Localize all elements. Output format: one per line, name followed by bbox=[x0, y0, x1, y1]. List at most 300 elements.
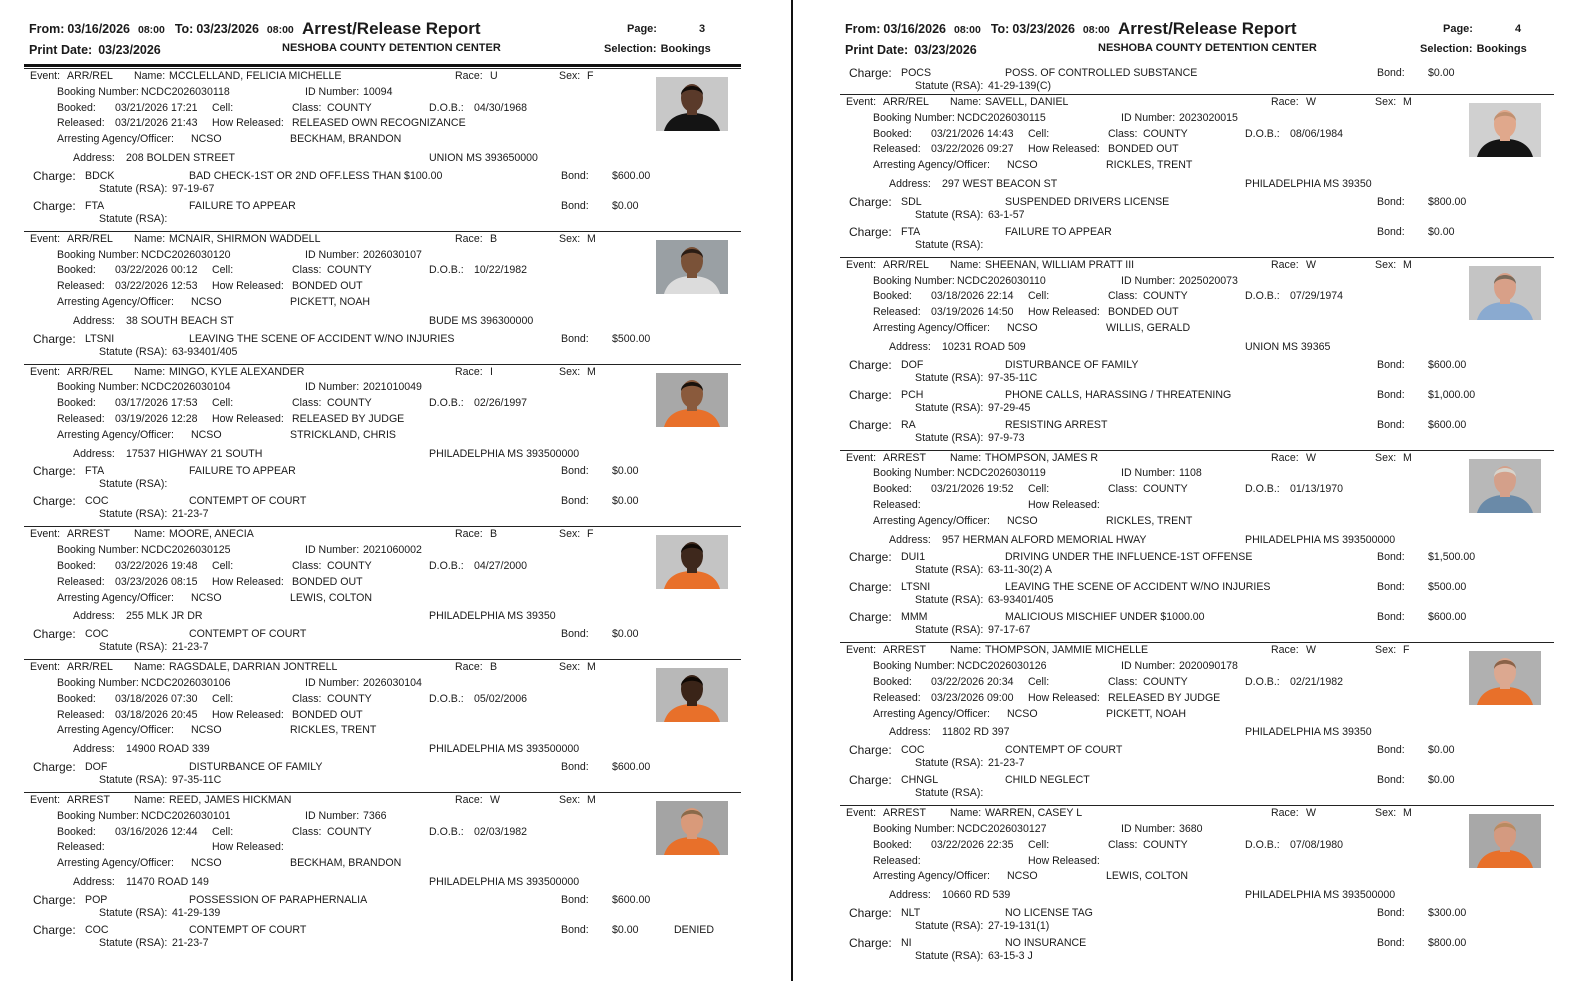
bond-label: Bond: bbox=[561, 332, 589, 345]
from-date: 03/16/2026 bbox=[883, 22, 946, 36]
bond-amount: $500.00 bbox=[612, 332, 651, 345]
event-type: ARREST bbox=[67, 793, 110, 806]
booking-number-label: Booking Number: bbox=[873, 822, 955, 835]
bond-amount: $0.00 bbox=[1428, 744, 1455, 757]
event-label: Event: bbox=[846, 451, 877, 464]
bond-amount: $500.00 bbox=[1428, 581, 1467, 594]
city-value: BUDE MS 396300000 bbox=[429, 314, 534, 327]
name-label: Name: bbox=[134, 661, 166, 674]
charge-label: Charge: bbox=[849, 194, 892, 209]
bond-label: Bond: bbox=[561, 495, 589, 508]
charge-row bbox=[24, 492, 741, 508]
report-title: Arrest/Release Report bbox=[1118, 19, 1297, 38]
address-label: Address: bbox=[889, 533, 931, 546]
name-label: Name: bbox=[950, 807, 982, 820]
booking-entry bbox=[24, 68, 741, 231]
race-label: Race: bbox=[1271, 644, 1299, 657]
race-label: Race: bbox=[1271, 807, 1299, 820]
statute-value: 63-1-57 bbox=[988, 208, 1025, 221]
bond-label: Bond: bbox=[1377, 774, 1405, 787]
city-value: PHILADELPHIA MS 393500000 bbox=[429, 743, 580, 756]
officer-name: RICKLES, TRENT bbox=[1106, 159, 1193, 172]
charge-label: Charge: bbox=[33, 627, 76, 642]
event-row bbox=[24, 232, 741, 248]
statute-label: Statute (RSA): bbox=[915, 431, 984, 444]
agency-value: NCSO bbox=[191, 591, 222, 604]
booked-label: Booked: bbox=[873, 290, 912, 303]
charge-description: DRIVING UNDER THE INFLUENCE-1ST OFFENSE bbox=[1005, 551, 1253, 564]
address-row bbox=[24, 447, 741, 463]
dob-label: D.O.B.: bbox=[1245, 838, 1280, 851]
agency-row bbox=[840, 707, 1554, 723]
cell-label: Cell: bbox=[212, 264, 234, 277]
charge-description: CONTEMPT OF COURT bbox=[189, 628, 307, 641]
sex-value: M bbox=[587, 232, 596, 245]
class-value: COUNTY bbox=[327, 825, 372, 838]
charge-code: BDCK bbox=[85, 169, 115, 182]
charge-label: Charge: bbox=[849, 610, 892, 625]
how-released-label: How Released: bbox=[212, 841, 284, 854]
booking-row bbox=[840, 466, 1554, 482]
charge-description: RESISTING ARREST bbox=[1005, 418, 1108, 431]
address-label: Address: bbox=[73, 151, 115, 164]
address-value: 10660 RD 539 bbox=[942, 889, 1011, 902]
event-type: ARR/REL bbox=[67, 661, 113, 674]
charge-description: LEAVING THE SCENE OF ACCIDENT W/NO INJURIES bbox=[1005, 581, 1271, 594]
released-datetime: 03/19/2026 12:28 bbox=[115, 412, 198, 425]
booking-number: NCDC2026030110 bbox=[957, 274, 1046, 287]
to-time: 08:00 bbox=[1082, 24, 1110, 36]
charge-row bbox=[840, 771, 1554, 787]
booked-row bbox=[840, 838, 1554, 854]
address-label: Address: bbox=[889, 177, 931, 190]
booked-row bbox=[24, 396, 741, 412]
charge-row bbox=[840, 548, 1554, 564]
statute-value: 97-35-11C bbox=[988, 371, 1038, 384]
sex-value: M bbox=[1403, 451, 1412, 464]
how-released-value: BONDED OUT bbox=[1108, 306, 1179, 319]
event-label: Event: bbox=[846, 807, 877, 820]
class-value: COUNTY bbox=[327, 692, 372, 705]
officer-name: LEWIS, COLTON bbox=[1106, 870, 1189, 883]
address-label: Address: bbox=[73, 314, 115, 327]
released-label: Released: bbox=[57, 841, 105, 854]
statute-value: 21-23-7 bbox=[172, 508, 209, 521]
dob-value: 01/13/1970 bbox=[1290, 483, 1344, 496]
id-number-label: ID Number: bbox=[1121, 467, 1176, 480]
charge-code: DOF bbox=[901, 358, 924, 371]
charge-label: Charge: bbox=[33, 922, 76, 937]
booking-entry bbox=[24, 792, 741, 955]
charge-code: FTA bbox=[85, 199, 105, 212]
address-row bbox=[840, 725, 1554, 741]
event-row bbox=[840, 643, 1554, 659]
event-type: ARR/REL bbox=[883, 258, 929, 271]
entry-bottom-gap bbox=[24, 951, 741, 955]
statute-row bbox=[24, 641, 741, 655]
from-label: From: bbox=[29, 22, 65, 36]
race-label: Race: bbox=[455, 365, 483, 378]
sex-label: Sex: bbox=[559, 232, 581, 245]
booking-entry bbox=[840, 257, 1554, 450]
agency-row bbox=[24, 591, 741, 607]
agency-label: Arresting Agency/Officer: bbox=[57, 724, 174, 737]
statute-value: 63-11-30(2) A bbox=[988, 564, 1052, 577]
facility-name: NESHOBA COUNTY DETENTION CENTER bbox=[282, 42, 501, 54]
from-date: 03/16/2026 bbox=[67, 22, 130, 36]
bond-amount: $600.00 bbox=[1428, 418, 1467, 431]
charge-description: FAILURE TO APPEAR bbox=[189, 199, 296, 212]
booking-number: NCDC2026030118 bbox=[141, 85, 230, 98]
booked-row bbox=[24, 825, 741, 841]
address-row bbox=[24, 742, 741, 758]
class-label: Class: bbox=[1108, 290, 1138, 303]
name-label: Name: bbox=[950, 644, 982, 657]
charge-code: LTSNI bbox=[85, 332, 115, 345]
race-value: U bbox=[490, 70, 498, 82]
race-value: B bbox=[490, 661, 498, 674]
cell-label: Cell: bbox=[1028, 127, 1050, 140]
id-number-label: ID Number: bbox=[1121, 660, 1176, 673]
sex-label: Sex: bbox=[1375, 807, 1397, 820]
class-value: COUNTY bbox=[327, 264, 372, 277]
bond-amount: $600.00 bbox=[612, 893, 651, 906]
sex-label: Sex: bbox=[1375, 451, 1397, 464]
booking-number: NCDC2026030106 bbox=[141, 676, 231, 689]
print-date-line bbox=[845, 43, 977, 57]
bond-label: Bond: bbox=[1377, 195, 1405, 208]
how-released-label: How Released: bbox=[1028, 143, 1100, 156]
officer-name: PICKETT, NOAH bbox=[1106, 707, 1187, 720]
booking-number: NCDC2026030126 bbox=[957, 660, 1047, 673]
dob-label: D.O.B.: bbox=[429, 101, 464, 114]
statute-row bbox=[840, 787, 1554, 801]
booking-number: NCDC2026030119 bbox=[957, 467, 1046, 480]
id-number-label: ID Number: bbox=[305, 381, 360, 394]
how-released-label: How Released: bbox=[212, 280, 284, 293]
event-row bbox=[840, 806, 1554, 822]
booked-row bbox=[840, 675, 1554, 691]
bond-label: Bond: bbox=[561, 465, 589, 478]
bond-amount: $0.00 bbox=[612, 628, 639, 641]
statute-row bbox=[24, 508, 741, 522]
cell-label: Cell: bbox=[212, 825, 234, 838]
bond-amount: $0.00 bbox=[612, 923, 639, 936]
booking-photo bbox=[1469, 266, 1541, 320]
booked-label: Booked: bbox=[57, 397, 96, 410]
charge-row bbox=[24, 891, 741, 907]
page-header bbox=[0, 0, 790, 66]
statute-value: 97-17-67 bbox=[988, 624, 1031, 637]
charge-label: Charge: bbox=[33, 168, 76, 183]
sex-label: Sex: bbox=[559, 793, 581, 806]
date-range bbox=[845, 22, 1120, 36]
booking-photo bbox=[1469, 814, 1541, 868]
facility-name: NESHOBA COUNTY DETENTION CENTER bbox=[1098, 42, 1317, 54]
dob-label: D.O.B.: bbox=[1245, 483, 1280, 496]
agency-value: NCSO bbox=[1007, 514, 1038, 527]
bond-label: Bond: bbox=[1377, 388, 1405, 401]
id-number-label: ID Number: bbox=[305, 676, 360, 689]
race-value: B bbox=[490, 528, 498, 541]
bond-label: Bond: bbox=[1377, 225, 1405, 238]
event-label: Event: bbox=[30, 528, 61, 541]
address-row bbox=[24, 314, 741, 330]
statute-label: Statute (RSA): bbox=[915, 594, 984, 607]
event-label: Event: bbox=[30, 365, 61, 378]
id-number: 2025020073 bbox=[1179, 274, 1238, 287]
sex-label: Sex: bbox=[1375, 644, 1397, 657]
statute-label: Statute (RSA): bbox=[99, 936, 168, 949]
booked-row bbox=[840, 127, 1554, 143]
entry-bottom-gap bbox=[840, 964, 1554, 968]
charge-label: Charge: bbox=[849, 550, 892, 565]
charge-description: POSSESSION OF PARAPHERNALIA bbox=[189, 893, 368, 906]
booking-row bbox=[24, 809, 741, 825]
inmate-name: REED, JAMES HICKMAN bbox=[169, 793, 292, 806]
id-number-label: ID Number: bbox=[1121, 274, 1176, 287]
mugshot-image bbox=[1469, 103, 1541, 157]
dob-label: D.O.B.: bbox=[1245, 675, 1280, 688]
charge-label: Charge: bbox=[849, 387, 892, 402]
charge-row bbox=[24, 167, 741, 183]
inmate-name: WARREN, CASEY L bbox=[985, 807, 1083, 820]
id-number: 2026030104 bbox=[363, 676, 422, 689]
event-row bbox=[24, 527, 741, 543]
address-value: 17537 HIGHWAY 21 SOUTH bbox=[126, 447, 263, 460]
charge-code: COC bbox=[901, 744, 925, 757]
released-row bbox=[24, 279, 741, 295]
event-type: ARREST bbox=[67, 528, 110, 541]
class-label: Class: bbox=[1108, 675, 1138, 688]
print-date-label: Print Date: bbox=[845, 43, 909, 57]
bond-amount: $600.00 bbox=[612, 169, 651, 182]
dob-value: 02/03/1982 bbox=[474, 825, 528, 838]
agency-value: NCSO bbox=[1007, 870, 1038, 883]
agency-row bbox=[840, 158, 1554, 174]
booking-photo bbox=[656, 668, 728, 722]
charge-description: FAILURE TO APPEAR bbox=[1005, 225, 1112, 238]
charge-code: POP bbox=[85, 893, 108, 906]
released-label: Released: bbox=[873, 143, 921, 156]
charge-note: DENIED bbox=[674, 923, 715, 936]
race-label: Race: bbox=[455, 661, 483, 674]
booked-datetime: 03/18/2026 07:30 bbox=[115, 692, 198, 705]
inmate-name: SAVELL, DANIEL bbox=[985, 96, 1069, 108]
selection-value: Bookings bbox=[660, 43, 711, 55]
released-datetime: 03/19/2026 14:50 bbox=[931, 306, 1014, 319]
sex-label: Sex: bbox=[1375, 96, 1397, 108]
dob-label: D.O.B.: bbox=[1245, 290, 1280, 303]
bond-label: Bond: bbox=[1377, 936, 1405, 949]
statute-row bbox=[840, 432, 1554, 446]
agency-row bbox=[840, 321, 1554, 337]
race-label: Race: bbox=[1271, 96, 1299, 108]
charge-label: Charge: bbox=[849, 935, 892, 950]
dob-value: 07/29/1974 bbox=[1290, 290, 1344, 303]
name-label: Name: bbox=[950, 96, 982, 108]
agency-value: NCSO bbox=[1007, 159, 1038, 172]
address-label: Address: bbox=[73, 875, 115, 888]
charge-description: NO LICENSE TAG bbox=[1005, 906, 1093, 919]
agency-label: Arresting Agency/Officer: bbox=[57, 857, 174, 870]
charge-row bbox=[840, 64, 1554, 80]
charge-code: NI bbox=[901, 936, 912, 949]
booking-entry bbox=[840, 805, 1554, 968]
how-released-value: RELEASED OWN RECOGNIZANCE bbox=[292, 117, 466, 130]
address-label: Address: bbox=[889, 340, 931, 353]
header-rule bbox=[24, 64, 741, 67]
event-type: ARREST bbox=[883, 644, 926, 657]
booking-list bbox=[840, 64, 1554, 968]
charge-row bbox=[840, 193, 1554, 209]
sex-value: M bbox=[1403, 258, 1412, 271]
charge-row bbox=[840, 356, 1554, 372]
id-number: 2020090178 bbox=[1179, 660, 1238, 673]
charge-code: COC bbox=[85, 628, 109, 641]
charge-row bbox=[24, 921, 741, 937]
bond-label: Bond: bbox=[1377, 358, 1405, 371]
event-label: Event: bbox=[30, 793, 61, 806]
bond-amount: $0.00 bbox=[1428, 225, 1455, 238]
booking-entry bbox=[24, 526, 741, 659]
bond-label: Bond: bbox=[1377, 906, 1405, 919]
address-row bbox=[840, 533, 1554, 549]
bond-label: Bond: bbox=[561, 893, 589, 906]
class-label: Class: bbox=[292, 397, 322, 410]
continued-charges bbox=[840, 64, 1554, 94]
race-label: Race: bbox=[455, 232, 483, 245]
how-released-value: BONDED OUT bbox=[292, 575, 363, 588]
report-title: Arrest/Release Report bbox=[302, 19, 481, 38]
agency-value: NCSO bbox=[1007, 707, 1038, 720]
officer-name: RICKLES, TRENT bbox=[290, 724, 377, 737]
statute-label: Statute (RSA): bbox=[915, 371, 984, 384]
charge-label: Charge: bbox=[849, 66, 892, 80]
class-label: Class: bbox=[1108, 483, 1138, 496]
agency-value: NCSO bbox=[191, 295, 222, 308]
statute-row bbox=[24, 937, 741, 951]
race-value: W bbox=[1306, 451, 1316, 464]
to-date: 03/23/2026 bbox=[1012, 22, 1075, 36]
statute-label: Statute (RSA): bbox=[99, 345, 168, 358]
cell-label: Cell: bbox=[1028, 838, 1050, 851]
bond-amount: $600.00 bbox=[1428, 611, 1467, 624]
booking-row bbox=[24, 380, 741, 396]
released-label: Released: bbox=[873, 691, 921, 704]
statute-value: 63-93401/405 bbox=[988, 594, 1054, 607]
released-row bbox=[840, 854, 1554, 870]
booking-row bbox=[24, 676, 741, 692]
statute-row bbox=[840, 80, 1554, 94]
how-released-value: RELEASED BY JUDGE bbox=[292, 412, 405, 425]
class-label: Class: bbox=[292, 692, 322, 705]
agency-value: NCSO bbox=[1007, 321, 1038, 334]
booked-label: Booked: bbox=[57, 559, 96, 572]
class-label: Class: bbox=[292, 101, 322, 114]
booking-number-label: Booking Number: bbox=[873, 274, 955, 287]
id-number: 10094 bbox=[363, 85, 393, 98]
bond-amount: $800.00 bbox=[1428, 195, 1467, 208]
bond-label: Bond: bbox=[561, 169, 589, 182]
class-label: Class: bbox=[292, 825, 322, 838]
statute-row bbox=[840, 209, 1554, 223]
bond-label: Bond: bbox=[1377, 581, 1405, 594]
address-value: 255 MLK JR DR bbox=[126, 610, 203, 623]
charge-description: MALICIOUS MISCHIEF UNDER $1000.00 bbox=[1005, 611, 1205, 624]
id-number-label: ID Number: bbox=[305, 85, 360, 98]
event-label: Event: bbox=[30, 232, 61, 245]
booking-photo bbox=[656, 240, 728, 294]
statute-value: 97-9-73 bbox=[988, 431, 1025, 444]
mugshot-image bbox=[656, 801, 728, 855]
class-label: Class: bbox=[292, 559, 322, 572]
race-value: W bbox=[490, 793, 500, 806]
officer-name: PICKETT, NOAH bbox=[290, 295, 371, 308]
statute-label: Statute (RSA): bbox=[99, 508, 168, 521]
booking-number-label: Booking Number: bbox=[57, 248, 139, 261]
how-released-value: BONDED OUT bbox=[292, 708, 363, 721]
class-value: COUNTY bbox=[1143, 483, 1188, 496]
released-datetime: 03/22/2026 12:53 bbox=[115, 280, 198, 293]
mugshot-image bbox=[656, 77, 728, 131]
statute-value: 97-35-11C bbox=[172, 773, 222, 786]
charge-label: Charge: bbox=[849, 417, 892, 432]
booking-row bbox=[840, 111, 1554, 127]
agency-row bbox=[24, 295, 741, 311]
to-date: 03/23/2026 bbox=[196, 22, 259, 36]
bond-amount: $0.00 bbox=[612, 465, 639, 478]
agency-label: Arresting Agency/Officer: bbox=[57, 295, 174, 308]
booking-photo bbox=[1469, 651, 1541, 705]
id-number-label: ID Number: bbox=[1121, 111, 1176, 124]
statute-label: Statute (RSA): bbox=[915, 949, 984, 962]
page-label: Page: bbox=[1443, 23, 1473, 35]
statute-row bbox=[24, 478, 741, 492]
released-row bbox=[24, 708, 741, 724]
how-released-label: How Released: bbox=[212, 575, 284, 588]
how-released-label: How Released: bbox=[1028, 306, 1100, 319]
dob-value: 07/08/1980 bbox=[1290, 838, 1344, 851]
bond-amount: $0.00 bbox=[1428, 67, 1455, 79]
booked-datetime: 03/17/2026 17:53 bbox=[115, 397, 198, 410]
dob-label: D.O.B.: bbox=[429, 264, 464, 277]
booked-datetime: 03/22/2026 22:35 bbox=[931, 838, 1014, 851]
charge-description: DISTURBANCE OF FAMILY bbox=[1005, 358, 1139, 371]
released-label: Released: bbox=[57, 708, 105, 721]
statute-label: Statute (RSA): bbox=[915, 564, 984, 577]
name-label: Name: bbox=[134, 793, 166, 806]
race-value: W bbox=[1306, 258, 1316, 271]
statute-row bbox=[24, 213, 741, 227]
charge-code: NLT bbox=[901, 906, 921, 919]
inmate-name: RAGSDALE, DARRIAN JONTRELL bbox=[169, 661, 338, 674]
how-released-value: RELEASED BY JUDGE bbox=[1108, 691, 1221, 704]
charge-code: FTA bbox=[901, 225, 921, 238]
officer-name: STRICKLAND, CHRIS bbox=[290, 428, 396, 441]
cell-label: Cell: bbox=[212, 559, 234, 572]
officer-name: RICKLES, TRENT bbox=[1106, 514, 1193, 527]
charge-description: CONTEMPT OF COURT bbox=[1005, 744, 1123, 757]
class-label: Class: bbox=[1108, 838, 1138, 851]
officer-name: LEWIS, COLTON bbox=[290, 591, 373, 604]
charge-code: RA bbox=[901, 418, 916, 431]
statute-value: 21-23-7 bbox=[172, 641, 209, 654]
booked-datetime: 03/22/2026 19:48 bbox=[115, 559, 198, 572]
race-value: I bbox=[490, 365, 493, 378]
agency-label: Arresting Agency/Officer: bbox=[873, 321, 990, 334]
charge-description: CONTEMPT OF COURT bbox=[189, 923, 307, 936]
